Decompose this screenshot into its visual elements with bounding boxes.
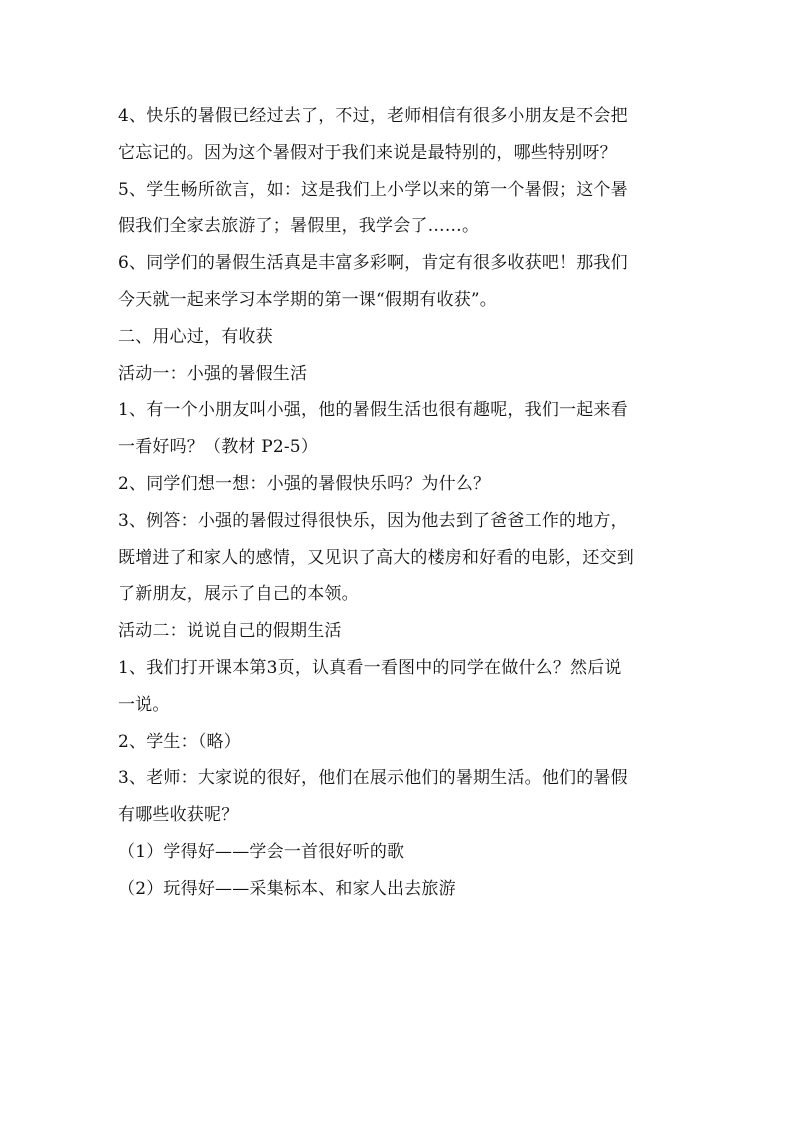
paragraph-line: 它忘记的。因为这个暑假对于我们来说是最特别的，哪些特别呀？ (118, 142, 617, 163)
paragraph-line: 既增进了和家人的感情，又见识了高大的楼房和好看的电影，还交到 (118, 547, 634, 568)
paragraph-line: 有哪些收获呢？ (118, 805, 239, 826)
list-item: （1）学得好——学会一首很好听的歌 (118, 841, 405, 862)
list-item: （2）玩得好——采集标本、和家人出去旅游 (118, 878, 456, 899)
paragraph-line: 2、同学们想一想：小强的暑假快乐吗？为什么？ (118, 473, 491, 494)
paragraph-line: 4、快乐的暑假已经过去了，不过，老师相信有很多小朋友是不会把 (118, 106, 628, 126)
document-body (118, 98, 680, 908)
paragraph-line: 5、学生畅所欲言，如：这是我们上小学以来的第一个暑假；这个暑 (118, 179, 628, 200)
paragraph-line: 了新朋友，展示了自己的本领。 (118, 584, 359, 605)
paragraph-line: 3、老师：大家说的很好，他们在展示他们的暑期生活。他们的暑假 (118, 768, 628, 789)
paragraph-line: 2、学生：（略） (118, 731, 241, 752)
activity-heading: 活动二：说说自己的假期生活 (118, 621, 342, 642)
paragraph-line: 一看好吗？（教材 P2-5） (118, 437, 319, 458)
section-heading: 二、用心过，有收获 (118, 326, 273, 347)
paragraph-line: 3、例答：小强的暑假过得很快乐，因为他去到了爸爸工作的地方， (118, 510, 628, 531)
activity-heading: 活动一：小强的暑假生活 (118, 363, 308, 384)
paragraph-line: 6、同学们的暑假生活真是丰富多彩啊，肯定有很多收获吧！那我们 (118, 253, 628, 274)
paragraph-line: 假我们全家去旅游了；暑假里，我学会了……。 (118, 216, 480, 237)
paragraph-line: 今天就一起来学习本学期的第一课“假期有收获”。 (118, 289, 497, 310)
paragraph-line: 1、有一个小朋友叫小强，他的暑假生活也很有趣呢，我们一起来看 (118, 400, 628, 421)
paragraph-line: 1、我们打开课本第3页，认真看一看图中的同学在做什么？然后说 (118, 657, 622, 678)
paragraph-line: 一说。 (118, 694, 170, 715)
